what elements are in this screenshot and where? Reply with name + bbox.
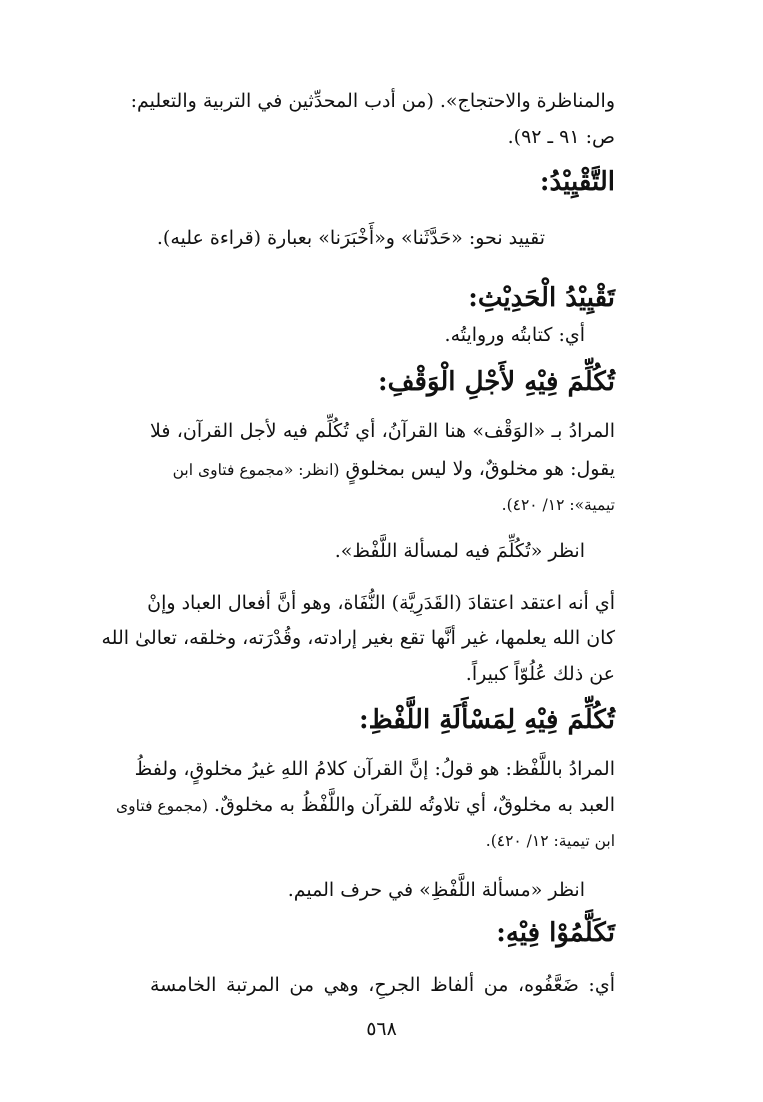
reference-note: (مجموع فتاوى — [116, 797, 208, 815]
text-segment: العبد به مخلوقٌ، أي تلاوتُه للقرآن واللَّفْظُ به مخلوقٌ. — [214, 794, 615, 816]
text-line — [173, 454, 615, 485]
reference-note: تيمية»: ١٢/ ٤٢٠). — [501, 496, 615, 514]
text-line: أي: ضَعَّفُوه، من ألفاظ الجرحِ، وهي من المرتبة الخامسة — [150, 974, 615, 996]
text-line: عن ذلك عُلُوّاً كبيراً. — [465, 663, 615, 685]
text-line — [116, 790, 615, 821]
text-line: والمناظرة والاحتجاج». (من أدب المحدِّثين في التربية والتعليم: — [130, 90, 615, 112]
text-line: انظر «تُكُلِّمَ فيه لمسألة اللَّفْظ». — [334, 540, 585, 562]
reference-note: ابن تيمية: ١٢/ ٤٢٠). — [485, 832, 615, 850]
text-line: المرادُ بـ «الوَقْف» هنا القرآنُ، أي تُكُلِّم فيه لأجل القرآن، فلا — [150, 420, 615, 442]
reference-note: (انظر: «مجموع فتاوى ابن — [172, 461, 340, 479]
text-line: أي: كتابتُه وروايتُه. — [444, 324, 585, 346]
text-line: تقييد نحو: «حَدَّثَنا» و«أَخْبَرَنا» بعبارة (قراءة عليه). — [156, 227, 545, 249]
text-line: كان الله يعلمها، غير أنَّها تقع بغير إرادته، وقُدْرَته، وخلقه، تعالىٰ الله — [101, 627, 615, 649]
page-number: ٥٦٨ — [366, 1018, 397, 1040]
text-line: انظر «مسألة اللَّفْظِ» في حرف الميم. — [287, 879, 585, 901]
text-segment: يقول: هو مخلوقٌ، ولا ليس بمخلوقٍ — [345, 458, 615, 480]
entry-heading: تُكُلِّمَ فِيْهِ لِمَسْأَلَةِ اللَّفْظِ: — [359, 705, 615, 735]
text-line: المرادُ باللَّفْظ: هو قولُ: إنَّ القرآن كلامُ اللهِ غيرُ مخلوقٍ، ولفظُ — [134, 758, 615, 780]
entry-heading: تَكَلَّمُوْا فِيْهِ: — [496, 918, 615, 948]
text-line: ص: ٩١ ـ ٩٢). — [507, 126, 615, 148]
entry-heading: التَّقْيِيْدُ: — [539, 167, 615, 197]
text-line: أي أنه اعتقد اعتقادَ (القَدَرِيَّة) النُّفَاة، وهو أنَّ أفعال العباد وإنْ — [147, 592, 615, 614]
entry-heading: تُكُلِّمَ فِيْهِ لأَجْلِ الْوَقْفِ: — [378, 367, 615, 397]
entry-heading: تَقْيِيْدُ الْحَدِيْثِ: — [468, 283, 615, 313]
